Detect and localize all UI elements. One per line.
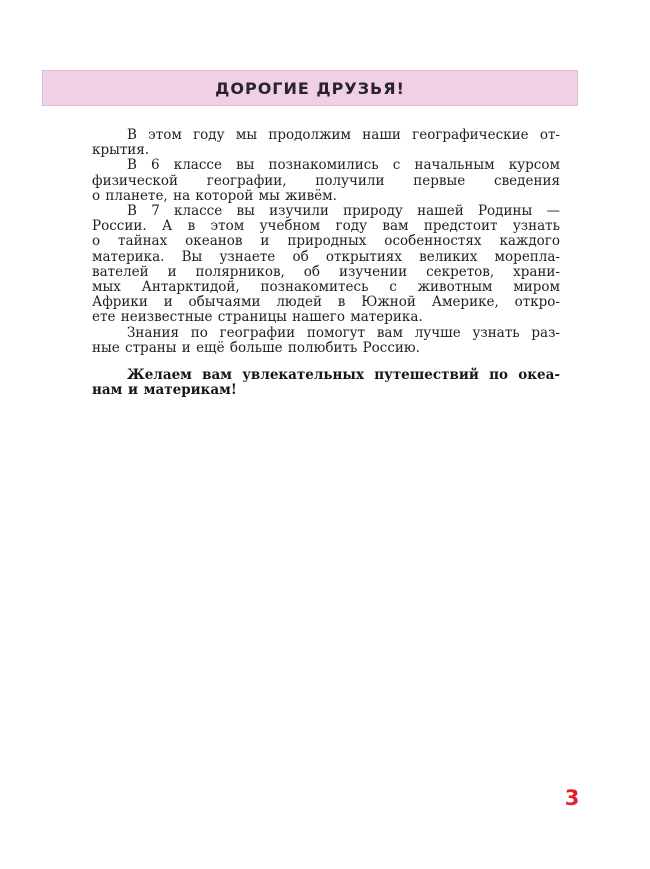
text-line: материка. Вы узнаете об открытиях великих морепла-	[92, 248, 560, 265]
text-block	[92, 128, 560, 398]
text-line: нам и материкам!	[92, 382, 237, 399]
text-line: В этом году мы продолжим наши географические от-	[127, 127, 560, 143]
text-line: физической географии, получили первые сведения	[92, 172, 560, 189]
closing-wish-paragraph	[92, 368, 560, 398]
chapter-title: ДОРОГИЕ ДРУЗЬЯ!	[215, 78, 405, 98]
text-line: ные страны и ещё больше полюбить Россию.	[92, 339, 420, 356]
text-line: крытия.	[92, 142, 150, 159]
text-line: России. А в этом учебном году вам предстоит узнать	[92, 218, 560, 235]
text-line: мых Антарктидой, познакомитесь с животным миром	[92, 279, 560, 296]
body-paragraph	[92, 326, 560, 356]
text-line: о тайнах океанов и природных особенностях каждого	[92, 233, 560, 250]
text-line: Знания по географии помогут вам лучше узнать раз-	[127, 324, 560, 341]
text-line: В 7 классе вы изучили природу нашей Родины —	[127, 203, 560, 220]
text-line: ете неизвестные страницы нашего материка.	[92, 309, 423, 326]
text-line: Африки и обычаями людей в Южной Америке, откро-	[92, 294, 560, 311]
text-line: вателей и полярников, об изучении секретов, храни-	[92, 263, 560, 280]
body-paragraph	[92, 204, 560, 326]
text-line: Желаем вам увлекательных путешествий по океа-	[127, 367, 560, 384]
body-paragraph	[92, 158, 560, 204]
page-number: 3	[564, 786, 580, 810]
body-paragraph	[92, 128, 560, 158]
text-line: о планете, на которой мы живём.	[92, 187, 337, 204]
chapter-header-band	[42, 70, 578, 106]
text-line: В 6 классе вы познакомились с начальным курсом	[127, 157, 560, 174]
